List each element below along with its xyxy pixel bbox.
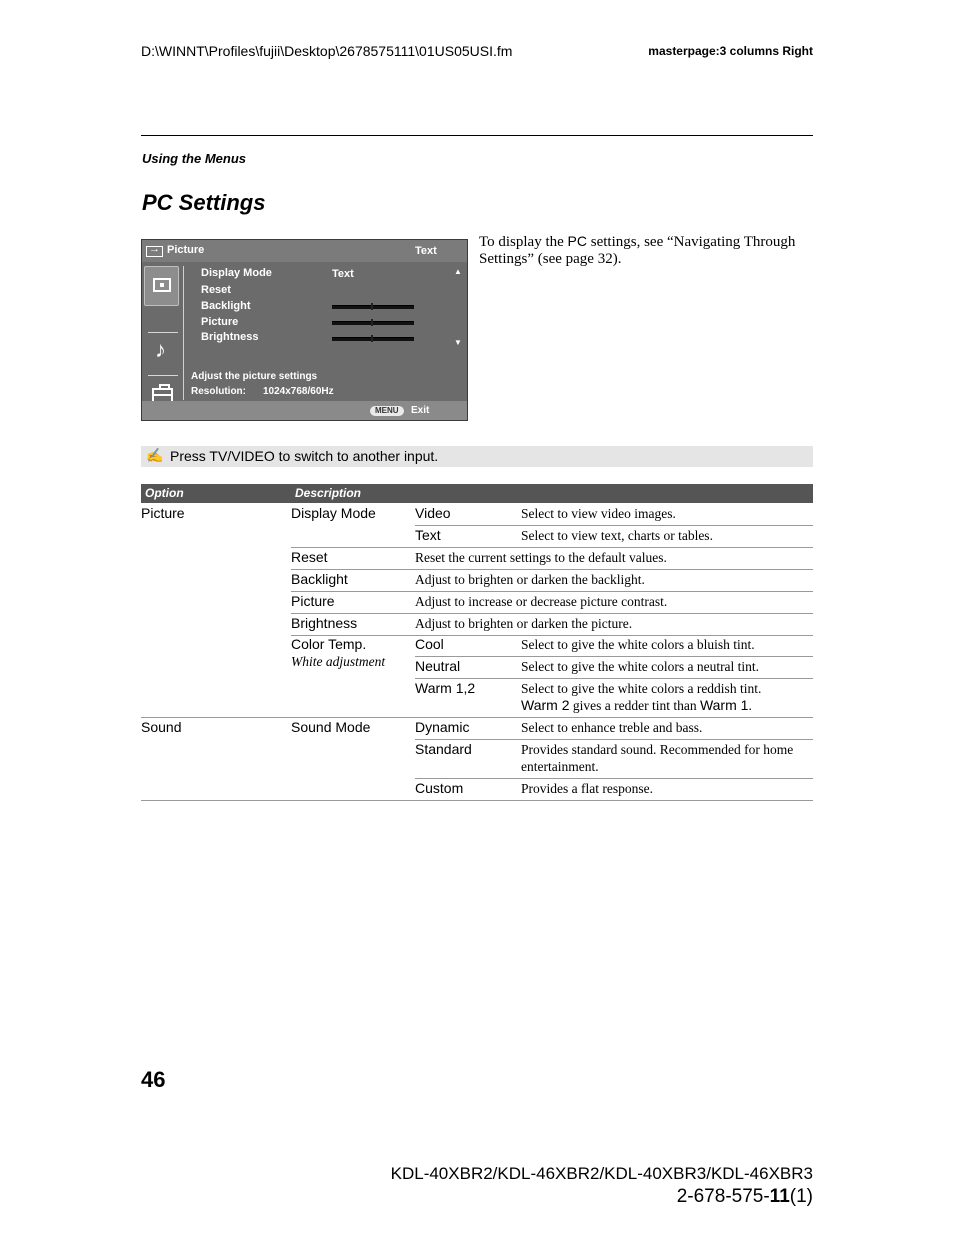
osd-sidebar xyxy=(142,262,182,400)
music-note-icon: ♪ xyxy=(155,337,166,362)
row-divider xyxy=(415,525,813,526)
osd-picture-slider xyxy=(332,321,414,325)
row-divider xyxy=(415,656,813,657)
desc-standard: Provides standard sound. Recommended for home entertainment. xyxy=(521,742,794,774)
item-color-temp: Color Temp. xyxy=(291,636,367,652)
osd-menu-screenshot xyxy=(141,239,468,421)
osd-bottom-bar xyxy=(142,401,467,420)
header-rule xyxy=(141,135,813,136)
row-divider xyxy=(415,778,813,779)
pencil-note-icon: ✍ xyxy=(146,447,164,463)
item-backlight: Backlight xyxy=(291,571,348,587)
setting-cool: Cool xyxy=(415,636,444,652)
warm-mid-text: gives a redder tint than xyxy=(569,698,700,713)
table-bottom-rule xyxy=(141,800,813,801)
item-display-mode: Display Mode xyxy=(291,505,376,521)
osd-divider-vertical xyxy=(183,266,184,400)
intro-text-2: settings, see “Navigating Through Settings” (see page 32). xyxy=(479,234,796,267)
picture-icon xyxy=(144,266,179,306)
desc-warm: Select to give the white colors a reddish tint. xyxy=(521,681,762,696)
osd-display-mode-value: Text xyxy=(332,268,354,280)
osd-top-bar xyxy=(142,240,467,262)
scroll-up-icon: ▲ xyxy=(454,267,462,276)
item-reset: Reset xyxy=(291,549,328,565)
desc-cool: Select to give the white colors a bluish tint. xyxy=(521,637,755,652)
warm-end-text: . xyxy=(748,698,752,713)
desc-warm-line2 xyxy=(521,697,752,714)
footer-code xyxy=(677,1186,813,1208)
desc-dynamic: Select to enhance treble and bass. xyxy=(521,720,703,735)
setting-warm: Warm 1,2 xyxy=(415,680,476,696)
osd-resolution-label: Resolution: xyxy=(191,386,246,397)
row-divider xyxy=(415,678,813,679)
osd-top-right-label: Text xyxy=(415,245,437,257)
setting-text: Text xyxy=(415,527,441,543)
masterpage-label: masterpage:3 columns Right xyxy=(648,44,813,58)
intro-pc: PC xyxy=(567,233,587,249)
intro-text: To display the xyxy=(479,234,568,250)
osd-item-picture: Picture xyxy=(201,316,239,328)
desc-brightness: Adjust to brighten or darken the picture. xyxy=(415,616,633,631)
osd-item-reset: Reset xyxy=(201,284,231,296)
page-title: PC Settings xyxy=(142,190,266,215)
item-sound-mode: Sound Mode xyxy=(291,719,371,735)
setting-dynamic: Dynamic xyxy=(415,719,470,735)
row-divider xyxy=(415,739,813,740)
osd-brightness-slider xyxy=(332,337,414,341)
footer-models: KDL-40XBR2/KDL-46XBR2/KDL-40XBR3/KDL-46XBR3 xyxy=(390,1164,813,1183)
desc-backlight: Adjust to brighten or darken the backlight. xyxy=(415,572,645,587)
osd-item-brightness: Brightness xyxy=(201,331,259,343)
osd-exit-label: Exit xyxy=(411,405,430,416)
desc-reset: Reset the current settings to the default values. xyxy=(415,550,667,565)
osd-divider xyxy=(148,332,178,333)
desc-video: Select to view video images. xyxy=(521,506,676,521)
option-picture: Picture xyxy=(141,505,185,521)
code-suffix: (1) xyxy=(789,1186,813,1207)
osd-top-label: Picture xyxy=(167,244,205,256)
setting-neutral: Neutral xyxy=(415,658,461,674)
setting-standard: Standard xyxy=(415,741,472,757)
note-box xyxy=(141,446,813,467)
item-brightness: Brightness xyxy=(291,615,358,631)
header-description: Description xyxy=(295,486,362,500)
setting-video: Video xyxy=(415,505,451,521)
osd-menu-button: MENU xyxy=(370,406,404,416)
desc-custom: Provides a flat response. xyxy=(521,781,653,796)
osd-item-display-mode: Display Mode xyxy=(201,267,272,279)
table-header xyxy=(141,484,813,503)
code-bold: 11 xyxy=(769,1186,790,1207)
option-sound: Sound xyxy=(141,719,182,735)
intro-paragraph xyxy=(479,233,814,268)
row-divider xyxy=(291,547,813,548)
osd-resolution-value: 1024x768/60Hz xyxy=(263,386,334,397)
scroll-down-icon: ▼ xyxy=(454,338,462,347)
code-prefix: 2-678-575- xyxy=(676,1186,770,1207)
section-divider xyxy=(141,717,813,718)
header-option: Option xyxy=(145,486,184,500)
osd-help-text: Adjust the picture settings xyxy=(191,371,318,382)
row-divider xyxy=(291,569,813,570)
osd-divider xyxy=(148,375,178,376)
row-divider xyxy=(291,591,813,592)
section-label: Using the Menus xyxy=(142,151,247,166)
row-divider xyxy=(291,635,813,636)
input-icon xyxy=(146,246,163,257)
desc-text: Select to view text, charts or tables. xyxy=(521,528,713,543)
desc-neutral: Select to give the white colors a neutral tint. xyxy=(521,659,760,674)
desc-picture: Adjust to increase or decrease picture contrast. xyxy=(415,594,668,609)
note-text: Press TV/VIDEO to switch to another input. xyxy=(170,448,439,464)
item-picture: Picture xyxy=(291,593,335,609)
page-number: 46 xyxy=(141,1067,166,1092)
setting-custom: Custom xyxy=(415,780,464,796)
warm1-label: Warm 1 xyxy=(699,697,749,713)
osd-item-backlight: Backlight xyxy=(201,300,251,312)
file-path: D:\WINNT\Profiles\fujii\Desktop\2678575111\01US05USI.fm xyxy=(141,43,513,59)
osd-backlight-slider xyxy=(332,305,414,309)
warm2-label: Warm 2 xyxy=(521,697,570,713)
color-temp-subtitle: White adjustment xyxy=(291,654,386,669)
row-divider xyxy=(291,613,813,614)
